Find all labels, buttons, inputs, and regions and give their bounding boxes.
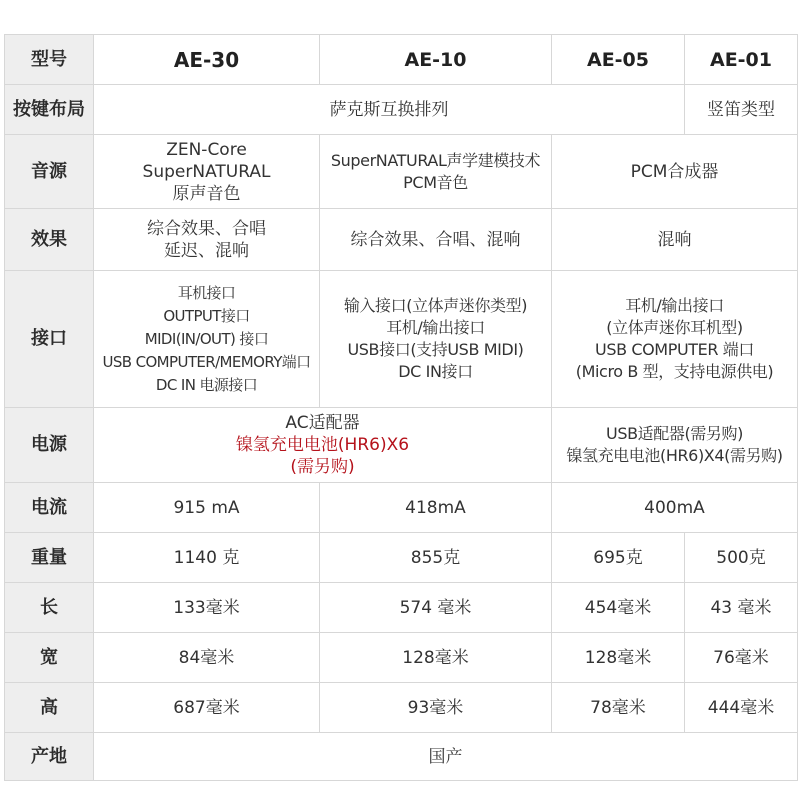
row-weight [5, 533, 798, 583]
label-weight: 重量 [5, 533, 94, 583]
label-sound-source: 音源 [5, 135, 94, 209]
sound-ae10-line-1: SuperNATURAL声学建模技术 [330, 150, 541, 170]
power-ae05-line-1: USB适配器(需另购) [606, 424, 743, 443]
row-current [5, 483, 798, 533]
ports-ae10-line-2: 耳机/输出接口 [386, 318, 485, 337]
ports-ae05-line-1: 耳机/输出接口 [625, 296, 724, 315]
power-ae30-ae10 [94, 408, 552, 483]
effects-ae30-line-2: 延迟、混响 [164, 240, 249, 261]
power-ae30-line-2: 镍氢充电电池(HR6)X6 [235, 435, 410, 455]
label-width: 宽 [5, 633, 94, 683]
key-layout-flute: 竖笛类型 [685, 85, 798, 135]
width-ae10: 128毫米 [320, 633, 552, 683]
ports-ae30 [94, 271, 320, 408]
power-ae30-line-1: AC适配器 [285, 413, 360, 433]
weight-ae10: 855克 [320, 533, 552, 583]
length-ae05: 454毫米 [552, 583, 685, 633]
effects-ae10: 综合效果、合唱、混响 [320, 209, 552, 271]
height-ae05: 78毫米 [552, 683, 685, 733]
label-effects: 效果 [5, 209, 94, 271]
sound-ae05-ae01: PCM合成器 [552, 135, 798, 209]
power-ae05-line-2: 镍氢充电电池(HR6)X4(需另购) [566, 446, 783, 465]
row-ports [5, 271, 798, 408]
weight-ae01: 500克 [685, 533, 798, 583]
label-model: 型号 [5, 35, 94, 85]
effects-ae30 [94, 209, 320, 271]
length-ae10: 574 毫米 [320, 583, 552, 633]
label-key-layout: 按键布局 [5, 85, 94, 135]
sound-ae30 [94, 135, 320, 209]
ports-ae05-ae01 [552, 271, 798, 408]
model-ae10: AE-10 [320, 35, 552, 85]
label-length: 长 [5, 583, 94, 633]
ports-ae30-line-3: MIDI(IN/OUT) 接口 [144, 329, 269, 348]
sound-ae10-line-2: PCM音色 [403, 172, 468, 192]
power-ae30-line-3: (需另购) [290, 457, 355, 477]
ports-ae10 [320, 271, 552, 408]
row-model [5, 35, 798, 85]
ports-ae30-line-2: OUTPUT接口 [163, 306, 250, 325]
ports-ae05-line-4: (Micro B 型，支持电源供电) [575, 362, 774, 381]
row-key-layout [5, 85, 798, 135]
spec-comparison-table [4, 34, 798, 781]
row-height [5, 683, 798, 733]
row-effects [5, 209, 798, 271]
ports-ae30-line-5: DC IN 电源接口 [155, 375, 258, 394]
ports-ae30-line-4: USB COMPUTER/MEMORY端口 [102, 352, 311, 371]
ports-ae05-line-3: USB COMPUTER 端口 [595, 340, 754, 359]
weight-ae30: 1140 克 [94, 533, 320, 583]
length-ae01: 43 毫米 [685, 583, 798, 633]
height-ae01: 444毫米 [685, 683, 798, 733]
sound-ae30-line-3: 原声音色 [172, 183, 241, 204]
model-ae01: AE-01 [685, 35, 798, 85]
row-power [5, 408, 798, 483]
height-ae10: 93毫米 [320, 683, 552, 733]
model-ae05: AE-05 [552, 35, 685, 85]
current-ae05-ae01: 400mA [552, 483, 798, 533]
row-length [5, 583, 798, 633]
effects-ae30-line-1: 综合效果、合唱 [147, 218, 266, 239]
sound-ae30-line-1: ZEN-Core [166, 139, 247, 160]
current-ae10: 418mA [320, 483, 552, 533]
label-current: 电流 [5, 483, 94, 533]
ports-ae10-line-3: USB接口(支持USB MIDI) [347, 340, 524, 359]
ports-ae05-line-2: (立体声迷你耳机型) [606, 318, 743, 337]
label-power: 电源 [5, 408, 94, 483]
row-sound-source [5, 135, 798, 209]
power-ae05-ae01 [552, 408, 798, 483]
model-ae30: AE-30 [94, 35, 320, 85]
width-ae01: 76毫米 [685, 633, 798, 683]
effects-ae05-ae01: 混响 [552, 209, 798, 271]
label-origin: 产地 [5, 733, 94, 781]
current-ae30: 915 mA [94, 483, 320, 533]
height-ae30: 687毫米 [94, 683, 320, 733]
ports-ae10-line-4: DC IN接口 [398, 362, 473, 381]
key-layout-sax: 萨克斯互换排列 [94, 85, 685, 135]
ports-ae10-line-1: 输入接口(立体声迷你类型) [343, 296, 528, 315]
origin-value: 国产 [94, 733, 798, 781]
row-origin [5, 733, 798, 781]
label-ports: 接口 [5, 271, 94, 408]
weight-ae05: 695克 [552, 533, 685, 583]
sound-ae30-line-2: SuperNATURAL [142, 161, 271, 182]
label-height: 高 [5, 683, 94, 733]
width-ae05: 128毫米 [552, 633, 685, 683]
row-width [5, 633, 798, 683]
sound-ae10 [320, 135, 552, 209]
ports-ae30-line-1: 耳机接口 [177, 283, 236, 302]
width-ae30: 84毫米 [94, 633, 320, 683]
length-ae30: 133毫米 [94, 583, 320, 633]
